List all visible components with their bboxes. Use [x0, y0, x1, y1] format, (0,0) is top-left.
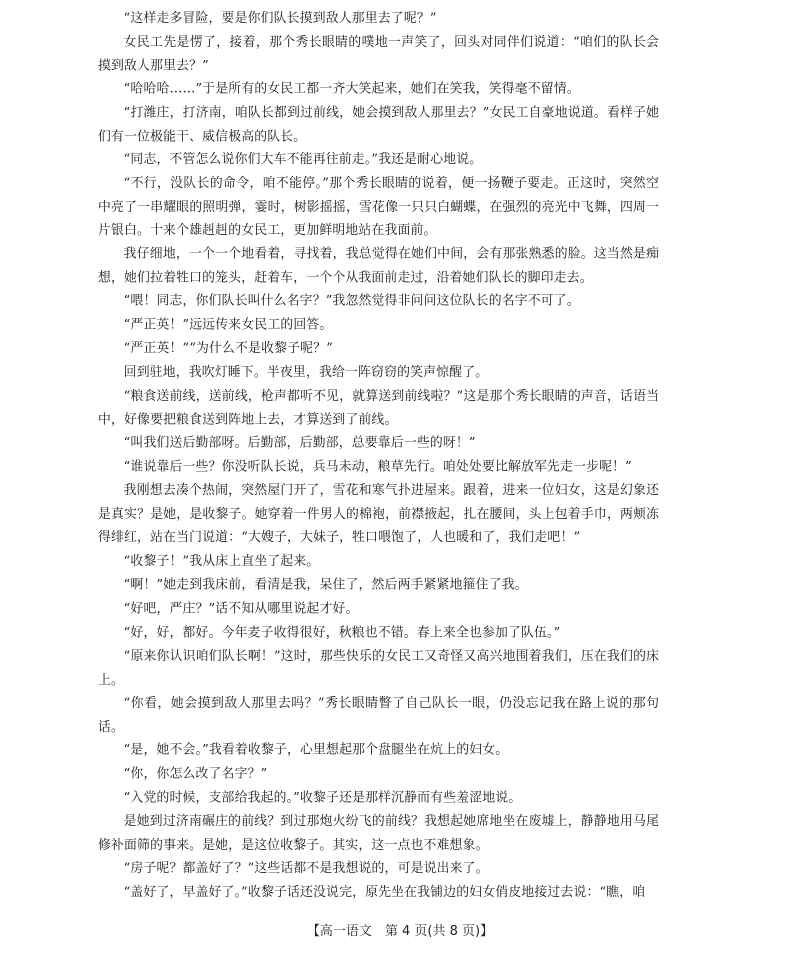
paragraph: “啊！”她走到我床前，看清是我，呆住了，然后两手紧紧地箍住了我。 [123, 577, 528, 593]
paragraph: “粮食送前线，送前线，枪声都听不见，就算送到前线啦？”这是那个秀长眼睛的声音，话语当中，好像要把粮食送到阵地上去，才算送到了前线。 [98, 388, 660, 427]
paragraph: “好，好，都好。今年麦子收得很好，秋粮也不错。春上来全也参加了队伍。” [123, 625, 561, 640]
page-footer: 【高一语文 第 4 页(共 8 页)】 [306, 924, 494, 939]
paragraph: “打潍庄，打济南，咱队长都到过前线，她会摸到敌人那里去？”女民工自豪地说道。看样子她们有一位极能干、威信极高的队长。 [98, 105, 660, 144]
paragraph: 是她到过济南碾庄的前线？到过那炮火纷飞的前线？我想起她席地坐在废墟上，静静地用马尾修补面筛的事来。是她，是这位收黎子。其实，这一点也不难想象。 [98, 814, 660, 853]
paragraph: “喂！同志，你们队长叫什么名字？”我忽然觉得非问问这位队长的名字不可了。 [123, 293, 580, 309]
paragraph: “哈哈哈……”于是所有的女民工都一齐大笑起来，她们在笑我，笑得毫不留情。 [123, 81, 580, 97]
paragraph: “严正英！”远远传来女民工的回答。 [123, 317, 333, 332]
paragraph: “同志，不管怎么说你们大车不能再往前走。”我还是耐心地说。 [123, 152, 483, 167]
paragraph: “这样走多冒险，要是你们队长摸到敌人那里去了呢？” [123, 11, 437, 26]
paragraph: “严正英！”“为什么不是收黎子呢？” [123, 341, 333, 356]
paragraph: “入党的时候，支部给我起的。”收黎子还是那样沉静而有些羞涩地说。 [123, 790, 522, 806]
paragraph: “谁说靠后一些？你没听队长说，兵马未动，粮草先行。咱处处要比解放军先走一步呢！” [123, 459, 632, 475]
paragraph: “是，她不会。”我看着收黎子，心里想起那个盘腿坐在炕上的妇女。 [123, 742, 509, 758]
paragraph: 回到驻地，我吹灯睡下。半夜里，我给一阵窃窃的笑声惊醒了。 [123, 364, 489, 380]
paragraph: 我刚想去凑个热闹，突然屋门开了，雪花和寒气扑进屋来。跟着，进来一位妇女，这是幻象还是真实？是她，是收黎子。她穿着一件男人的棉袍，前襟掖起，扎在腰间，头上包着手巾，两颊冻得绯红，站在当门说道：“大嫂子，大妹子，牲口喂饱了，人也暖和了，我们走吧！” [98, 483, 660, 545]
paragraph: “原来你认识咱们队长啊！”这时，那些快乐的女民工又奇怪又高兴地围着我们，压在我们的床上。 [98, 649, 660, 688]
paragraph: “你，你怎么改了名字？” [123, 766, 268, 782]
paragraph: “房子呢？都盖好了？”这些话都不是我想说的，可是说出来了。 [123, 860, 489, 876]
paragraph: “你看，她会摸到敌人那里去吗？”秀长眼睛瞥了自己队长一眼，仍没忘记我在路上说的那句话。 [98, 695, 660, 735]
paragraph: “好吧，严庄？”话不知从哪里说起才好。 [123, 601, 359, 617]
paragraph: “叫我们送后勤部呀。后勤部，后勤部，总要靠后一些的呀！” [123, 435, 476, 451]
paragraph: “盖好了，早盖好了。”收黎子话还没说完，原先坐在我铺边的妇女俏皮地接过去说：“瞧，咱 [123, 884, 646, 900]
paragraph: “不行，没队长的命令，咱不能停。”那个秀长眼睛的说着，便一扬鞭子要走。正这时，突然空中亮了一串耀眼的照明弹，霎时，树影摇摇，雪花像一只只白蝴蝶，在强烈的亮光中飞舞，四周一片银白。十来个雄赳赳的女民工，更加鲜明地站在我面前。 [98, 176, 660, 238]
paragraph: “收黎子！”我从床上直坐了起来。 [123, 553, 320, 569]
paragraph: 女民工先是愣了，接着，那个秀长眼睛的噗地一声笑了，回头对同伴们说道：“咱们的队长会摸到敌人那里去？” [98, 34, 660, 73]
paragraph: 我仔细地，一个一个地看着，寻找着，我总觉得在她们中间，会有那张熟悉的脸。这当然是痴想，她们拉着牲口的笼头，赶着车，一个个从我面前走过，沿着她们队长的脚印走去。 [98, 246, 660, 285]
